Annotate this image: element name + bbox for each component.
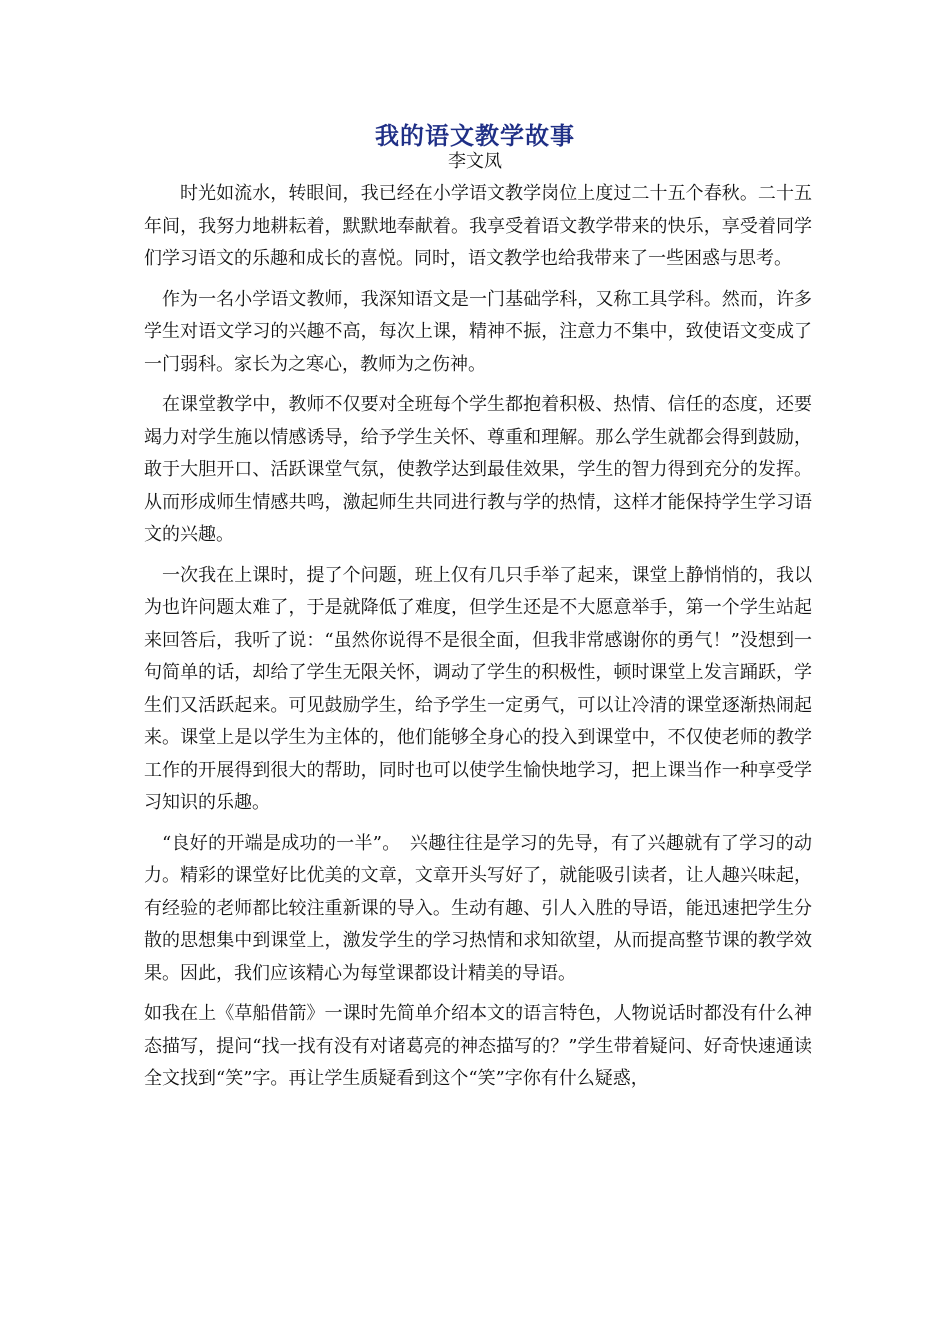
paragraph-6: 如我在上《草船借箭》一课时先简单介绍本文的语言特色，人物说话时都没有什么神态描写，提问“找一找有没有对诸葛亮的神态描写的？”学生带着疑问、好奇快速通读全文找到“笑”字。再让学生质疑看到这个“笑”字你有什么疑惑，: [144, 1003, 812, 1089]
paragraph-5: “良好的开端是成功的一半”。 兴趣往往是学习的先导，有了兴趣就有了学习的动力。精彩的课堂好比优美的文章，文章开头写好了，就能吸引读者，让人趣兴味起，有经验的老师都比较注重新课的导入。生动有趣、引人入胜的导语，能迅速把学生分散的思想集中到课堂上，激发学生的学习热情和求知欲望，从而提高整节课的教学效果。因此，我们应该精心为每堂课都设计精美的导语。: [144, 832, 812, 984]
document-body: [144, 178, 812, 1104]
document-author: 李文凤: [448, 151, 502, 172]
paragraph-1: 时光如流水，转眼间，我已经在小学语文教学岗位上度过二十五个春秋。二十五年间，我努力地耕耘着，默默地奉献着。我享受着语文教学带来的快乐，享受着同学们学习语文的乐趣和成长的喜悦。同时，语文教学也给我带来了一些困惑与思考。: [144, 183, 812, 269]
paragraph-4: 一次我在上课时，提了个问题，班上仅有几只手举了起来，课堂上静悄悄的，我以为也许问题太难了，于是就降低了难度，但学生还是不大愿意举手，第一个学生站起来回答后，我听了说：“虽然你说得不是很全面，但我非常感谢你的勇气！”没想到一句简单的话，却给了学生无限关怀，调动了学生的积极性，顿时课堂上发言踊跃，学生们又活跃起来。可见鼓励学生，给予学生一定勇气，可以让冷清的课堂逐渐热闹起来。课堂上是以学生为主体的，他们能够全身心的投入到课堂中，不仅使老师的教学工作的开展得到很大的帮助，同时也可以使学生愉快地学习，把上课当作一种享受学习知识的乐趣。: [144, 564, 812, 813]
paragraph-3: 在课堂教学中，教师不仅要对全班每个学生都抱着积极、热情、信任的态度，还要竭力对学生施以情感诱导，给予学生关怀、尊重和理解。那么学生就都会得到鼓励，敢于大胆开口、活跃课堂气氛，使教学达到最佳效果，学生的智力得到充分的发挥。从而形成师生情感共鸣，激起师生共同进行教与学的热情，这样才能保持学生学习语文的兴趣。: [144, 394, 812, 545]
paragraph-2: 作为一名小学语文教师，我深知语文是一门基础学科，又称工具学科。然而，许多学生对语文学习的兴趣不高，每次上课，精神不振，注意力不集中，致使语文变成了一门弱科。家长为之寒心，教师为之伤神。: [144, 288, 812, 375]
document-title: 我的语文教学故事: [375, 121, 575, 150]
